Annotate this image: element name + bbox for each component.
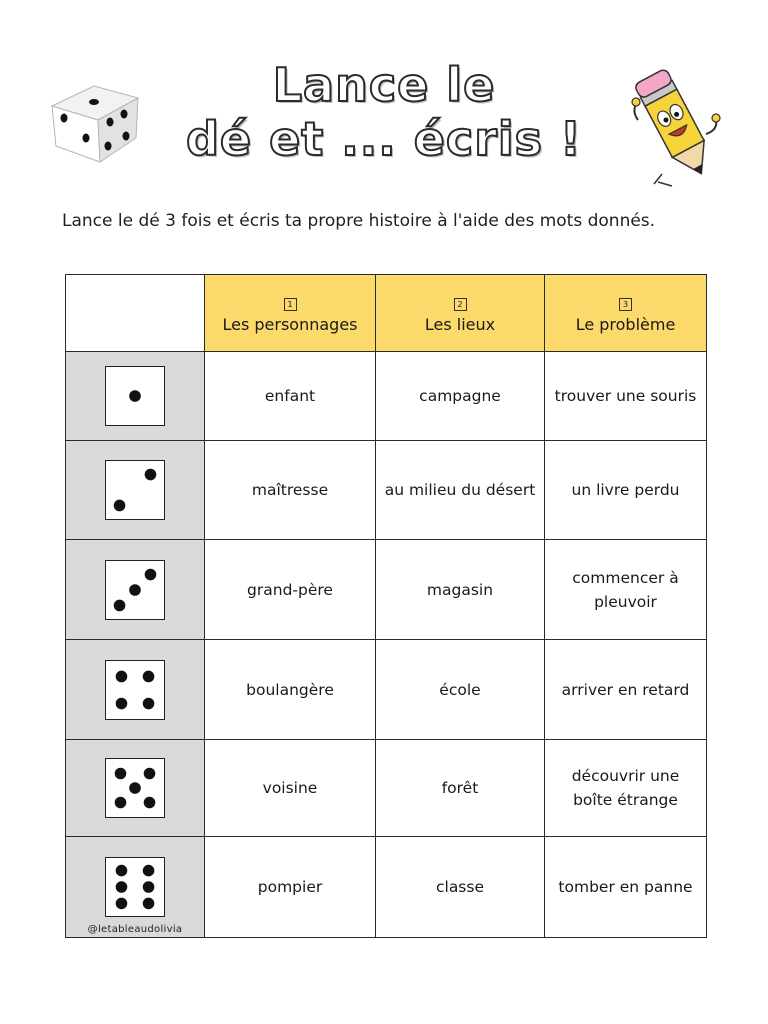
table-cell: magasin (376, 540, 545, 640)
column-label: Le problème (575, 315, 676, 334)
title-line-1: Lance le (272, 58, 496, 112)
page-title (150, 58, 618, 166)
column-number: 2 (454, 298, 467, 311)
die-cell (66, 441, 205, 540)
dice-icon (42, 76, 146, 168)
column-header-probleme (545, 275, 707, 352)
table-cell: un livre perdu (545, 441, 707, 540)
table-row (66, 441, 707, 540)
author-credit: @letableaudolivia (87, 924, 183, 935)
table-cell: tomber en panne (545, 837, 707, 938)
table-cell: arriver en retard (545, 640, 707, 740)
table-cell: enfant (205, 352, 376, 441)
table-cell: maîtresse (205, 441, 376, 540)
title-line-2: dé et ... écris ! (185, 112, 583, 166)
column-number: 1 (284, 298, 297, 311)
table-cell: boulangère (205, 640, 376, 740)
table-cell: classe (376, 837, 545, 938)
column-label: Les personnages (222, 315, 358, 334)
table-row (66, 540, 707, 640)
die-cell (66, 837, 205, 938)
column-header-lieux (376, 275, 545, 352)
table-cell: école (376, 640, 545, 740)
instructions: Lance le dé 3 fois et écris ta propre histoire à l'aide des mots donnés. (62, 211, 656, 231)
column-header-personnages (205, 275, 376, 352)
table-cell: grand-père (205, 540, 376, 640)
die-face-1-icon (105, 366, 165, 426)
die-cell (66, 640, 205, 740)
table-cell: voisine (205, 740, 376, 837)
column-label: Les lieux (424, 315, 496, 334)
die-cell (66, 540, 205, 640)
word-table (65, 274, 707, 938)
pencil-mascot-icon (628, 64, 724, 188)
die-cell (66, 740, 205, 837)
table-row (66, 837, 707, 938)
die-face-5-icon (105, 758, 165, 818)
die-face-6-icon (105, 857, 165, 917)
table-cell: trouver une souris (545, 352, 707, 441)
die-cell (66, 352, 205, 441)
table-cell: commencer à pleuvoir (545, 540, 707, 640)
table-row (66, 352, 707, 441)
corner-cell (66, 275, 205, 352)
table-row (66, 640, 707, 740)
table-cell: au milieu du désert (376, 441, 545, 540)
header-row (66, 275, 707, 352)
table-row (66, 740, 707, 837)
table-cell: découvrir une boîte étrange (545, 740, 707, 837)
column-number: 3 (619, 298, 632, 311)
table-cell: campagne (376, 352, 545, 441)
table-cell: forêt (376, 740, 545, 837)
die-face-4-icon (105, 660, 165, 720)
die-face-2-icon (105, 460, 165, 520)
table-cell: pompier (205, 837, 376, 938)
die-face-3-icon (105, 560, 165, 620)
